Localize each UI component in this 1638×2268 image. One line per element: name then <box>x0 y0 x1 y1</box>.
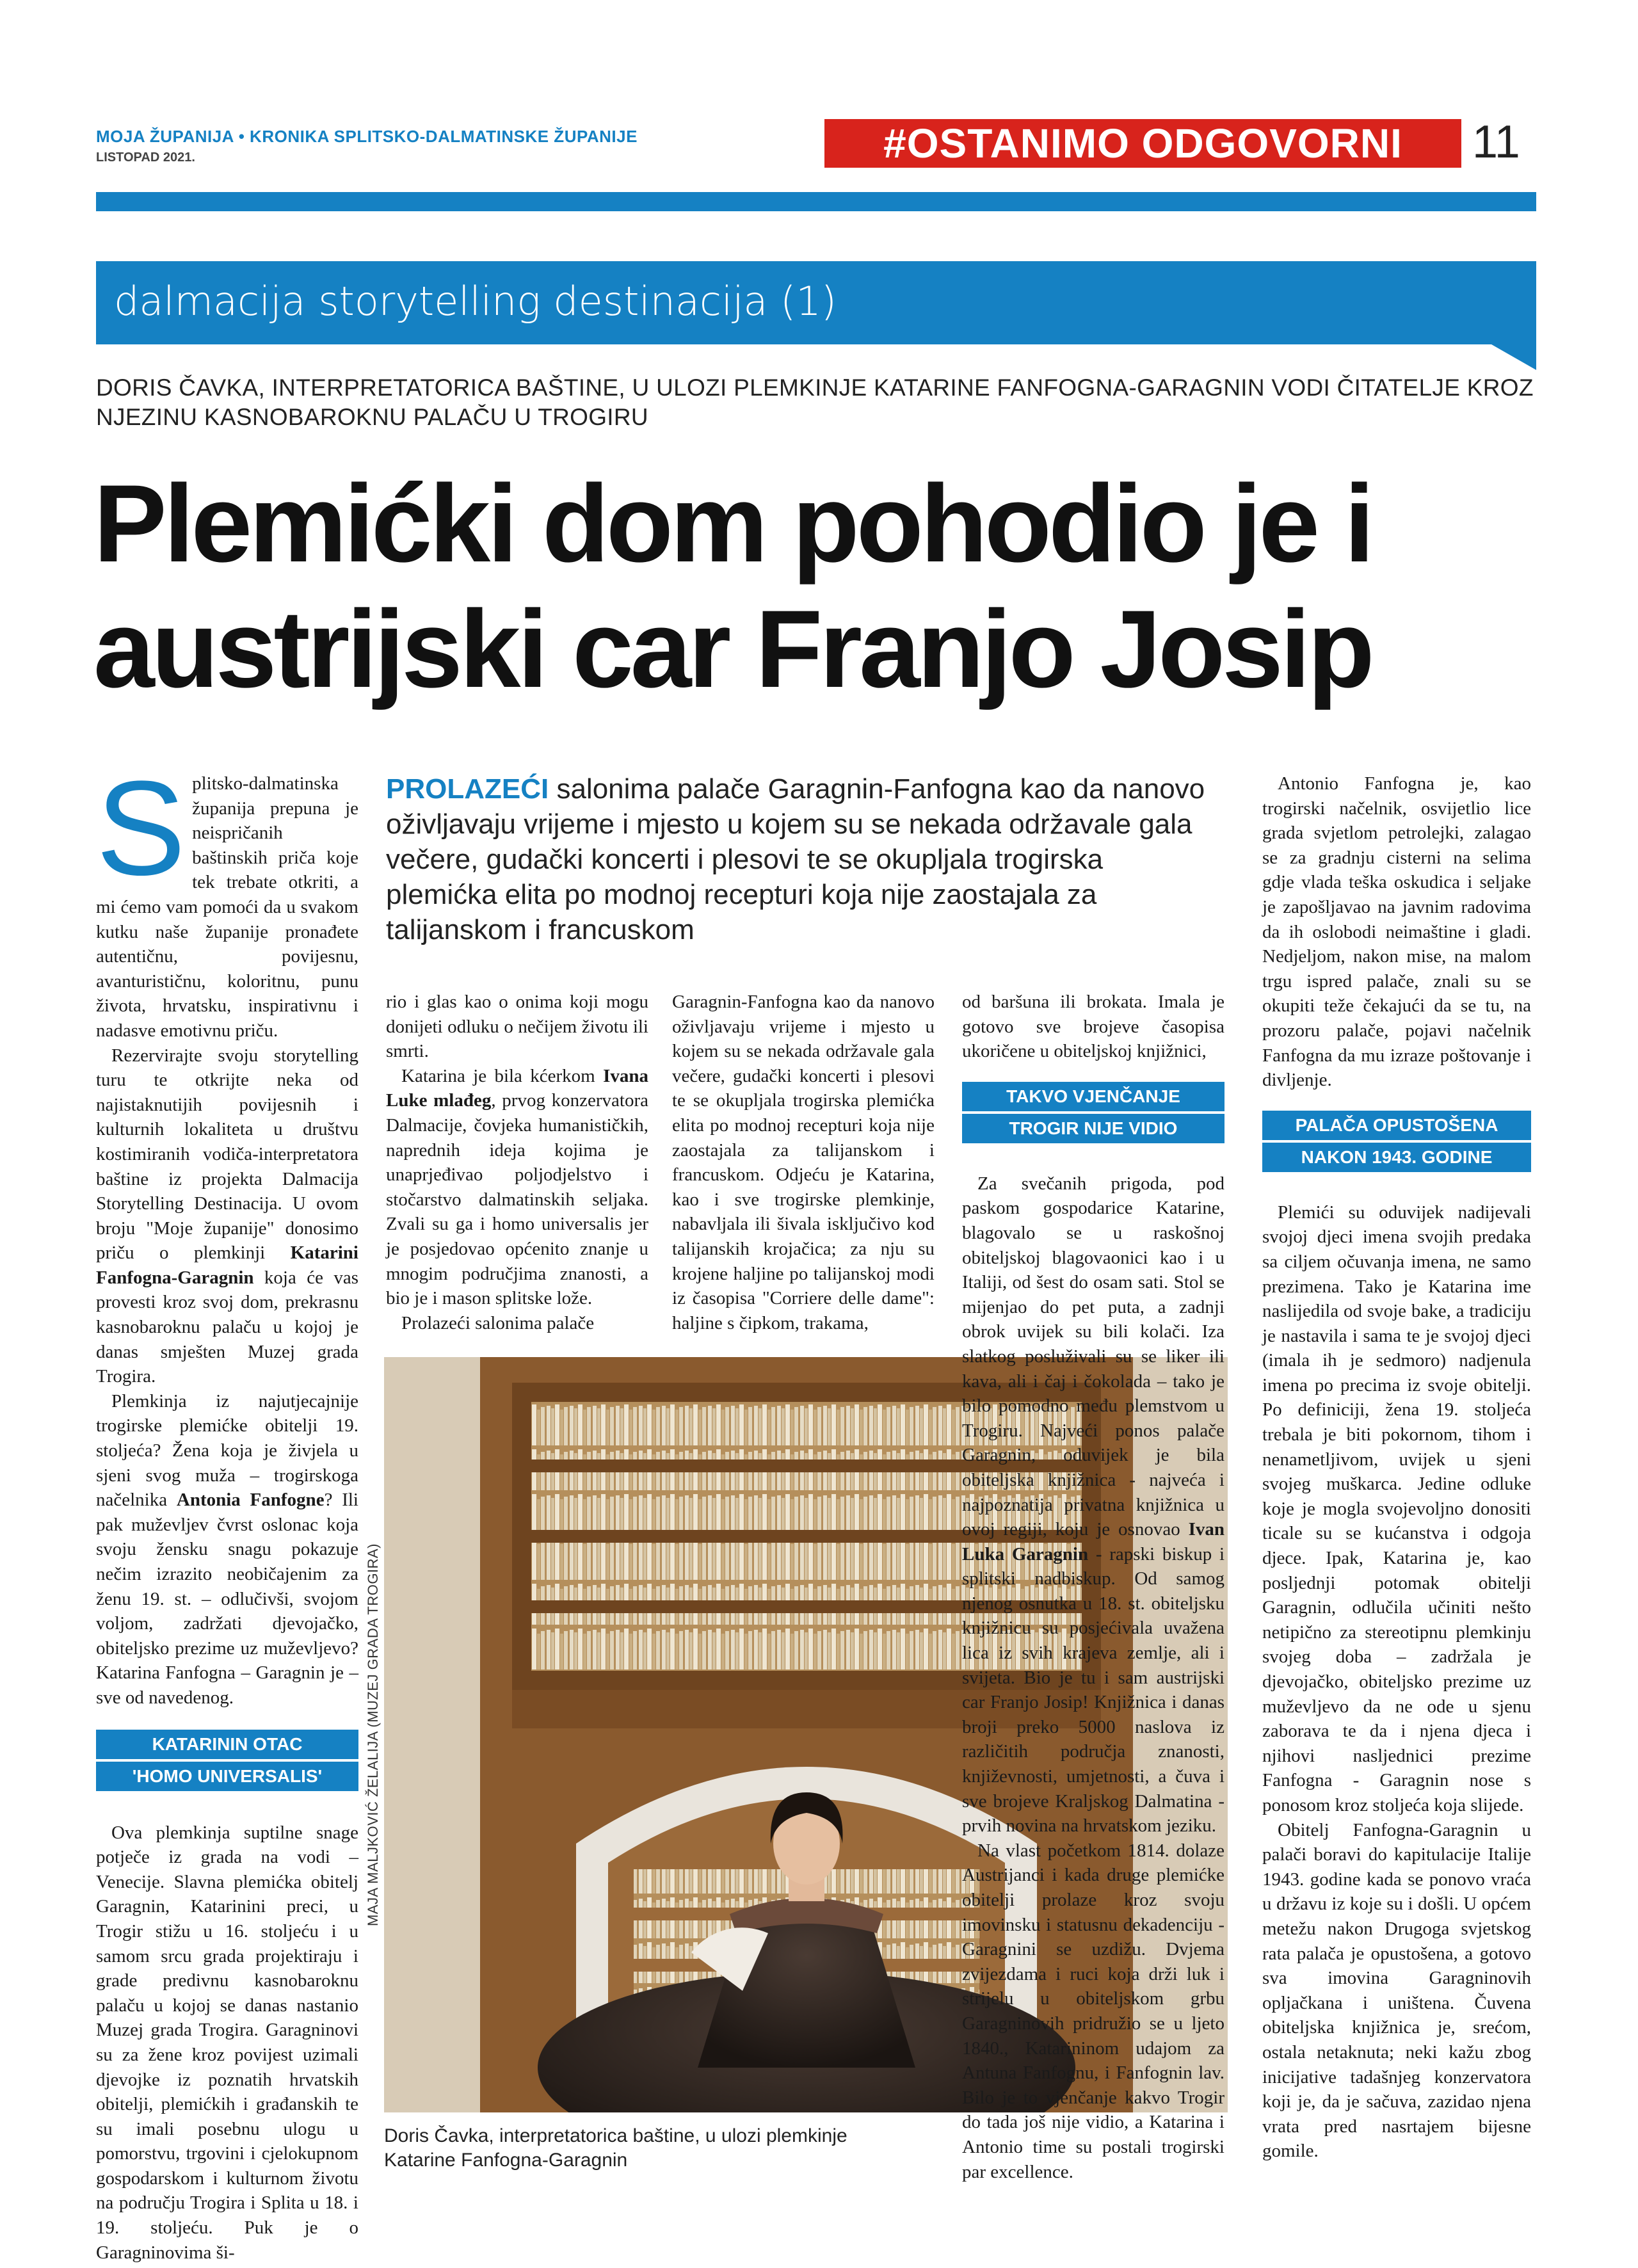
subheading: KATARININ OTAC <box>96 1730 358 1759</box>
column-3 <box>672 990 935 1335</box>
dropcap: S <box>96 753 186 903</box>
text: Prolazeći salonima palače <box>401 1312 595 1333</box>
photo-caption: Doris Čavka, interpretatorica baštine, u ulozi plemkinje Katarine Fanfogna-Garagnin <box>384 2125 847 2171</box>
text: Antonio Fanfogna je, kao trogirski načelnik, osvijetlio lice grada svjetlom petrolejki, zalagao se za gradnju cisterni na selima gdje vlada teška oskudica i seljake je zapošljavao na javnim radovima da ih oslobodi neimaštine i gladi. Nedjeljom, nakon mise, na malom trgu ispred palače, znali su se okupiti teže čekajući da se tu, na prozoru palače, pojavi načelnik Fanfogna da mu izraze poštovanje i divljenje. <box>1262 773 1531 1091</box>
column-2 <box>386 990 648 1335</box>
lead-key: PROLAZEĆI <box>386 773 549 805</box>
text: Na vlast početkom 1814. dolaze Austrijanci i kada druge plemićke obitelji prolaze kroz svoju imovinsku i statusnu dekadenciju - Garagnini se uzdižu. Dvjema zvijezdama i ruci koja drži luk i strijelu u obiteljskom grbu Garagninovih pridružio se u ljeto 1840., Katarininom udajom za Antuna Fanfognu, i Fanfognin lav. Bilo je to vjenčanje kakvo Trogir do tada još nije vidio, a Katarina i Antonio time su postali trogirski par excellence. <box>962 1840 1224 2182</box>
lead-paragraph <box>386 771 1218 947</box>
page-number: 11 <box>1472 117 1520 168</box>
paragraph <box>386 990 648 1064</box>
series-banner: dalmacija storytelling destinacija (1) <box>96 261 1536 344</box>
paragraph <box>386 1064 648 1311</box>
text: Garagnin-Fanfogna kao da nanovo oživljavaju vrijeme i mjesto u kojem su se nekada održavale gala večere, gudački koncerti i plesovi te se okupljala trogirska plemićka elita po modnoj recepturi koja nije zaostajala za talijanskom i francuskom. Odjeću je Katarina, kao i sve trogirske plemkinje, nabavljala ili šivala isključivo kod talijanskih krojačica; za nju su krojene haljine po talijanskoj modi iz časopisa "Corriere delle dame": haljine s čipkom, trakama, <box>672 992 935 1333</box>
paragraph <box>1262 1200 1531 1818</box>
text: Ova plemkinja suptilne snage potječe iz grada na vodi – Venecije. Slavna plemićka obitelj Garagnin, Katarinini preci, u Trogir stižu u 16. stoljeću i u samom srcu grada projektiraju i grade predivnu kasnobaroknu palaču u kojoj se danas nastanio Muzej grada Trogira. Garagninovi su za žene kroz povijest uzimali djevojke iz poznatih hrvatskih obitelji, plemićkih i građanskih te su imali posebnu ulogu u pomorstvu, trgovini i cjelokupnom gospodarskom i kulturnom životu na području Trogira i Splita u 18. i 19. stoljeću. Puk je o Garagninovima ši- <box>96 1822 358 2263</box>
header-rule <box>96 192 1536 211</box>
headline-line-2: austrijski car Franjo Josip <box>93 588 1372 711</box>
paragraph <box>96 1821 358 2265</box>
headline-line-1: Plemićki dom pohodio je i <box>93 462 1372 585</box>
paragraph <box>962 990 1224 1064</box>
photo-credit-text: MAJA MALJKOVIĆ ŽELALIJA (MUZEJ GRADA TROGIRA) <box>365 1543 381 1926</box>
text: , prvog konzervatora Dalmacije, čovjeka humanističkih, naprednih ideja kojima je unaprjeđivao poljodjelstvo i stočarstvo dalmatinskih seljaka. Zvali su ga i homo universalis jer je posjedovao općenito znanje u mnogim područjima znanosti, a bio je i mason splitske lože. <box>386 1090 649 1309</box>
banner-notch <box>1491 344 1536 370</box>
kicker: DORIS ČAVKA, INTERPRETATORICA BAŠTINE, U ULOZI PLEMKINJE KATARINE FANFOGNA-GARAGNIN VODI ČITATELJE KROZ NJEZINU KASNOBAROKNU PALAČU U TROGIRU <box>96 374 1534 430</box>
column-5 <box>1262 771 1531 2164</box>
issue-date: LISTOPAD 2021. <box>96 150 195 165</box>
paragraph <box>962 1171 1224 1838</box>
lead-text: salonima palače Garagnin-Fanfogna kao da nanovo oživljavaju vrijeme i mjesto u kojem su se nekada održavale gala večere, gudački koncerti i plesovi te se okupljala trogirska plemićka elita po modnoj recepturi koja nije zaostajala za talijanskom i francuskom <box>386 773 1205 945</box>
subheading: TROGIR NIJE VIDIO <box>962 1114 1224 1143</box>
subheading: TAKVO VJENČANJE <box>962 1082 1224 1111</box>
paragraph <box>96 1043 358 1389</box>
column-1 <box>96 753 358 2265</box>
name-bold: Antonia Fanfogne <box>176 1490 325 1511</box>
subheading: 'HOMO UNIVERSALIS' <box>96 1762 358 1791</box>
column-4 <box>962 990 1224 2184</box>
text: ? Ili pak muževljev čvrst oslonac koja svoju žensku snagu pokazuje nečim izrazito neobičajenim za ženu 19. st. – odlučivši, svojom voljom, zadržati djevojačko, obiteljsko prezime uz muževljevo? Katarina Fanfogna – Garagnin je – sve od navedenog. <box>96 1490 358 1708</box>
campaign-banner: #OSTANIMO ODGOVORNI <box>824 119 1461 168</box>
subheading: NAKON 1943. GODINE <box>1262 1143 1531 1172</box>
text: koja će vas provesti kroz svoj dom, prekrasnu kasnobaroknu palaču u kojoj je danas smješten Muzej grada Trogira. <box>96 1267 358 1387</box>
text: Za svečanih prigoda, pod paskom gospodarice Katarine, blagovalo se u raskošnoj obiteljskoj blagovaonici kao i u Italiji, od šest do osam sati. Stol se mijenjao do pet puta, a zadnji obrok uvijek su bili kolači. Iza slatkog posluživali su se liker ili kava, ali i čaj i čokolada – tako je bilo pomodno među plemstvom u Trogiru. Najveći ponos palače Garagnin, oduvijek je bila obiteljska knjižnica - najveća i najpoznatija privatna knjižnica u ovoj regiji, koju je osnovao <box>962 1173 1224 1540</box>
text: od baršuna ili brokata. Imala je gotovo sve brojeve časopisa ukoričene u obiteljskoj knjižnici, <box>962 992 1224 1062</box>
subheading: PALAČA OPUSTOŠENA <box>1262 1111 1531 1140</box>
paragraph <box>1262 771 1531 1093</box>
text: Rezervirajte svoju storytelling turu te otkrijte neka od najistaknutijih povijesnih i kulturnih lokaliteta u društvu kostimiranih vodiča-interpretatora baštine iz projekta Dalmacija Storytelling Destinacija. U ovom broju "Moje županije" donosimo priču o plemkinji <box>96 1045 358 1264</box>
name-bold: Ivan Luka Garagnin <box>962 1519 1224 1564</box>
paragraph <box>1262 1818 1531 2164</box>
section-header <box>96 127 638 165</box>
text: plitsko-dalmatinska županija prepuna je neispričanih baštinskih priča koje tek trebate otkriti, a mi ćemo vam pomoći da u svakom kutku naše županije pronađete autentičnu, povijesnu, avanturističnu, koloritnu, punu života, hrvatsku, inspirativnu i nadasve emotivnu priču. <box>96 773 358 1041</box>
paragraph <box>96 1389 358 1710</box>
paragraph <box>962 1838 1224 2184</box>
section-label: MOJA ŽUPANIJA • KRONIKA SPLITSKO-DALMATINSKE ŽUPANIJE <box>96 127 638 146</box>
text: Katarina je bila kćerkom <box>401 1065 604 1086</box>
text: - rapski biskup i splitski nadbiskup. Od samog njenog osnutka u 18. st. obiteljsku knjižnicu su posjećivala uvažena lica iz svih krajeva zemlje, ali i svijeta. Bio je tu i sam austrijski car Franjo Josip! Knjižnica i danas broji preko 5000 naslova iz različitih područja znanosti, književnosti, umjetnosti, a čuva i sve brojeve Kraljskog Dalmatina - prvih novina na hrvatskom jeziku. <box>962 1543 1224 1837</box>
text: Plemkinja iz najutjecajnije trogirske plemićke obitelji 19. stoljeća? Žena koja je živjela u sjeni svog muža – trogirskoga načelnika <box>96 1390 358 1511</box>
text: Obitelj Fanfogna-Garagnin u palači boravi do kapitulacije Italije 1943. godine kada se ponovo vraća u državu iz koje su i došli. U općem metežu nakon Drugoga svjetskog rata palača je opustošena, a gotovo sva imovina Garagninovih opljačkana i uništena. Čuvena obiteljska knjižnica je, srećom, ostala netaknuta; neki kažu zbog inicijative tadašnjeg konzervatora koji je, da je sačuva, zazidao njena vrata pred nasrtajem bijesne gomile. <box>1262 1819 1531 2162</box>
text: rio i glas kao o onima koji mogu donijeti odluku o nečijem životu ili smrti. <box>386 992 648 1062</box>
paragraph <box>672 990 935 1335</box>
headline <box>93 461 1553 712</box>
text: Plemići su oduvijek nadijevali svojoj djeci imena svojih predaka sa ciljem očuvanja imena, ne samo prezimena. Tako je Katarina ime naslijedila od svoje bake, a tradiciju je nastavila i sama te je svojoj djeci (imala ih je sedmoro) nadjenula imena po precima iz svoje obitelji. Po definiciji, žena 19. stoljeća trebala je biti pokornom, tihom i nenametljivom, uvijek u sjeni svojeg muškarca. Jedine odluke koje je mogla svojevoljno donositi ticale su se kućanstva i odgoja djece. Ipak, Katarina je, kao posljednji potomak obitelji Garagnin, odlučila učiniti nešto netipično za stereotipnu plemkinju svojeg doba – zadržala je djevojačko, obiteljsko prezime uz muževljevo da ne ode u sjenu zaborava te da i njena djeca i njihovi nasljednici prezime Fanfogna - Garagnin nose s ponosom kroz stoljeća koja slijede. <box>1262 1202 1531 1815</box>
name-bold: Katarini Fanfogna-Garagnin <box>96 1243 358 1288</box>
name-bold: Ivana Luke mlađeg <box>386 1065 648 1111</box>
paragraph <box>386 1311 648 1336</box>
photo-credit <box>362 1357 384 2112</box>
